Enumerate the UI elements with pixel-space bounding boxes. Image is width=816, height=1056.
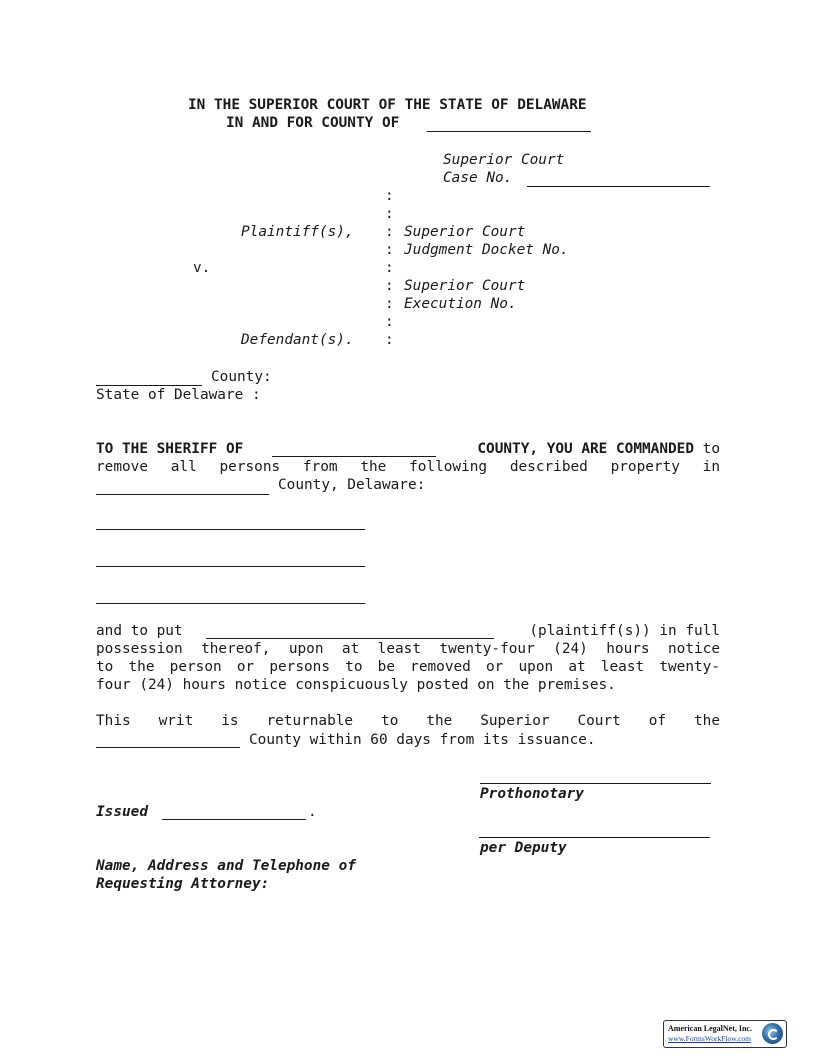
- execution-label-2: Execution No.: [404, 296, 517, 312]
- issued-label: Issued: [96, 804, 148, 820]
- sheriff-line-3: County, Delaware:: [278, 477, 426, 493]
- caption-colon: :: [385, 224, 394, 240]
- execution-label-1: Superior Court: [404, 278, 526, 294]
- property-line-1[interactable]: [96, 529, 365, 530]
- prothonotary-signature-line[interactable]: [480, 783, 711, 784]
- sheriff-county-blank[interactable]: [272, 456, 436, 457]
- deputy-signature-line[interactable]: [479, 837, 710, 838]
- property-county-blank[interactable]: [96, 494, 269, 495]
- judgment-docket-label-1: Superior Court: [404, 224, 526, 240]
- venue-state-label: State of Delaware :: [96, 387, 261, 403]
- return-line-2: County within 60 days from its issuance.: [249, 732, 596, 748]
- logo-company-name: American LegalNet, Inc.: [668, 1024, 752, 1033]
- prothonotary-label: Prothonotary: [480, 786, 584, 802]
- attorney-label-1: Name, Address and Telephone of: [96, 858, 356, 874]
- put-rest: (plaintiff(s)) in full: [529, 623, 720, 639]
- per-deputy-label: per Deputy: [480, 840, 567, 856]
- return-line-1: This writ is returnable to the Superior Court of the: [96, 713, 720, 729]
- case-no-blank[interactable]: [527, 186, 710, 187]
- caption-colon: :: [385, 188, 394, 204]
- county-blank[interactable]: [427, 131, 591, 132]
- caption-colon: :: [385, 206, 394, 222]
- sheriff-line-2: remove all persons from the following described property in: [96, 459, 720, 475]
- globe-icon: [762, 1023, 783, 1044]
- put-line-4: four (24) hours notice conspicuously posted on the premises.: [96, 677, 616, 693]
- caption-colon: :: [385, 314, 394, 330]
- put-line-2: possession thereof, upon at least twenty-four (24) hours notice: [96, 641, 720, 657]
- legalnet-logo[interactable]: [663, 1020, 787, 1048]
- return-county-blank[interactable]: [96, 747, 240, 748]
- logo-url-link[interactable]: www.FormsWorkFlow.com: [668, 1034, 752, 1043]
- court-title: IN THE SUPERIOR COURT OF THE STATE OF DELAWARE: [188, 97, 587, 113]
- property-line-2[interactable]: [96, 566, 365, 567]
- put-prefix: and to put: [96, 623, 183, 639]
- attorney-label-2: Requesting Attorney:: [96, 876, 270, 892]
- caption-colon: :: [385, 278, 394, 294]
- caption-colon: :: [385, 296, 394, 312]
- caption-colon: :: [385, 332, 394, 348]
- caption-colon: :: [385, 242, 394, 258]
- issued-date-line[interactable]: [162, 819, 306, 820]
- issued-period: .: [308, 804, 317, 820]
- defendant-label: Defendant(s).: [241, 332, 354, 348]
- venue-county-label: County:: [211, 369, 272, 385]
- case-no-label-1: Superior Court: [443, 152, 565, 168]
- county-title: IN AND FOR COUNTY OF: [226, 115, 400, 131]
- caption-colon: :: [385, 260, 394, 276]
- sheriff-rest: COUNTY, YOU ARE COMMANDED to: [477, 441, 720, 457]
- plaintiff-label: Plaintiff(s),: [241, 224, 354, 240]
- put-line-3: to the person or persons to be removed or upon at least twenty-: [96, 659, 720, 675]
- judgment-docket-label-2: Judgment Docket No.: [404, 242, 569, 258]
- plaintiff-name-blank[interactable]: [206, 638, 494, 639]
- case-no-label-2: Case No.: [443, 170, 513, 186]
- sheriff-prefix: TO THE SHERIFF OF: [96, 441, 244, 457]
- property-line-3[interactable]: [96, 603, 365, 604]
- versus-label: v.: [193, 260, 211, 276]
